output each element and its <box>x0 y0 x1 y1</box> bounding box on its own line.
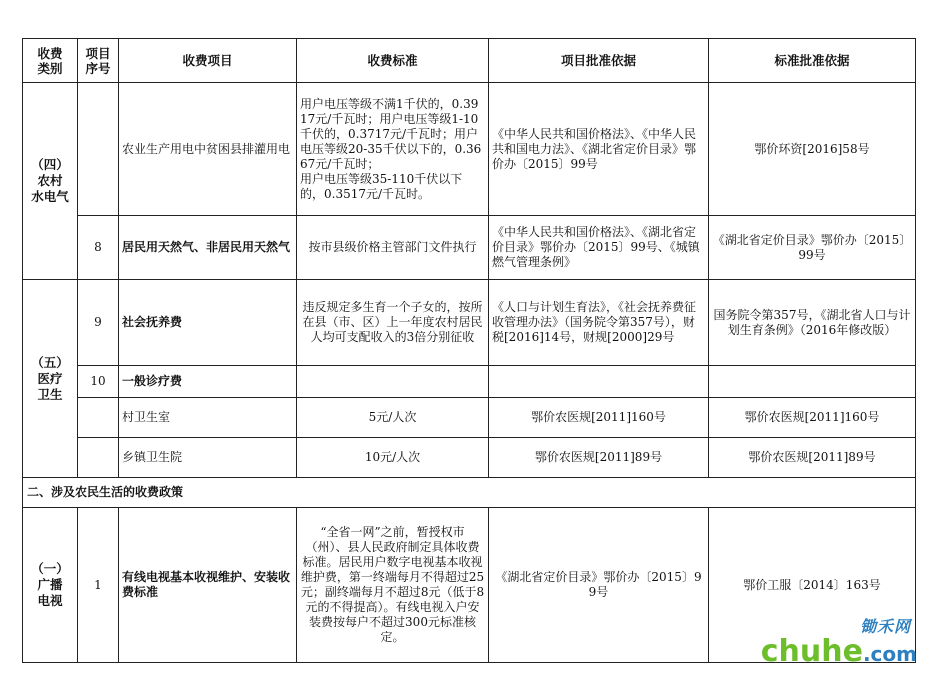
std-basis-cell: 《湖北省定价目录》鄂价办〔2015〕99号 <box>709 216 916 280</box>
table-header-row <box>23 39 916 83</box>
item-cell: 居民用天然气、非居民用天然气 <box>119 216 297 280</box>
item-cell: 乡镇卫生院 <box>119 438 297 478</box>
std-basis-cell: 鄂价环资[2016]58号 <box>709 83 916 216</box>
col-header-seq: 项目 序号 <box>78 39 119 83</box>
category-cell: （四） 农村 水电气 <box>23 83 78 280</box>
standard-cell: 违反规定多生育一个子女的，按所在县（市、区）上一年度农村居民人均可支配收入的3倍分别征收 <box>297 280 489 366</box>
item-cell: 农业生产用电中贫困县排灌用电 <box>119 83 297 216</box>
standard-cell: 10元/人次 <box>297 438 489 478</box>
col-header-category: 收费 类别 <box>23 39 78 83</box>
watermark-domain: chuhe <box>760 634 863 669</box>
chuhe-watermark-logo <box>761 614 917 669</box>
table-row <box>23 280 916 366</box>
std-basis-cell <box>709 366 916 398</box>
standard-cell: 用户电压等级不满1千伏的，0.3917元/千瓦时；用户电压等级1-10千伏的，0.3717元/千瓦时；用户电压等级20-35千伏以下的，0.3667元/千瓦时； 用户电压等级35-110千伏以下的，0.3517元/千瓦时。 <box>297 83 489 216</box>
watermark-tld: .com <box>862 642 917 666</box>
section-row <box>23 478 916 508</box>
col-header-std-basis: 标准批准依据 <box>709 39 916 83</box>
table-row <box>23 438 916 478</box>
item-cell: 有线电视基本收视维护、安装收费标准 <box>119 508 297 663</box>
watermark-cn-text: 锄禾网 <box>859 617 911 636</box>
item-basis-cell: 鄂价农医规[2011]160号 <box>489 398 709 438</box>
item-basis-cell <box>489 366 709 398</box>
table-row <box>23 398 916 438</box>
seq-cell <box>78 83 119 216</box>
item-cell: 村卫生室 <box>119 398 297 438</box>
standard-cell: 5元/人次 <box>297 398 489 438</box>
standard-cell <box>297 366 489 398</box>
watermark-en-text <box>760 634 917 669</box>
seq-cell: 10 <box>78 366 119 398</box>
table-row <box>23 366 916 398</box>
std-basis-cell: 国务院令第357号，《湖北省人口与计划生育条例》（2016年修改版） <box>709 280 916 366</box>
table-row <box>23 83 916 216</box>
standard-cell: “全省一网”之前，暂授权市（州）、县人民政府制定具体收费标准。居民用户数字电视基本收视维护费，第一终端每月不得超过25元；副终端每月不超过8元（低于8元的不得提高）。有线电视入户安装费按每户不超过300元标准核定。 <box>297 508 489 663</box>
std-basis-cell: 鄂价农医规[2011]89号 <box>709 438 916 478</box>
seq-cell: 1 <box>78 508 119 663</box>
item-basis-cell: 《中华人民共和国价格法》、《中华人民共和国电力法》、《湖北省定价目录》鄂价办〔2015〕99号 <box>489 83 709 216</box>
standard-cell: 按市县级价格主管部门文件执行 <box>297 216 489 280</box>
seq-cell <box>78 398 119 438</box>
item-basis-cell: 鄂价农医规[2011]89号 <box>489 438 709 478</box>
item-cell: 一般诊疗费 <box>119 366 297 398</box>
item-basis-cell: 《人口与计划生育法》，《社会抚养费征收管理办法》（国务院令第357号），财税[2016]14号，财规[2000]29号 <box>489 280 709 366</box>
col-header-item: 收费项目 <box>119 39 297 83</box>
table-row <box>23 216 916 280</box>
item-cell: 社会抚养费 <box>119 280 297 366</box>
seq-cell <box>78 438 119 478</box>
seq-cell: 9 <box>78 280 119 366</box>
section-title: 二、涉及农民生活的收费政策 <box>23 478 916 508</box>
std-basis-cell: 鄂价农医规[2011]160号 <box>709 398 916 438</box>
category-cell: （一） 广播 电视 <box>23 508 78 663</box>
item-basis-cell: 《湖北省定价目录》鄂价办〔2015〕99号 <box>489 508 709 663</box>
col-header-item-basis: 项目批准依据 <box>489 39 709 83</box>
category-cell: （五） 医疗 卫生 <box>23 280 78 478</box>
item-basis-cell: 《中华人民共和国价格法》、《湖北省定价目录》鄂价办〔2015〕99号、《城镇燃气管理条例》 <box>489 216 709 280</box>
seq-cell: 8 <box>78 216 119 280</box>
col-header-standard: 收费标准 <box>297 39 489 83</box>
fee-table <box>22 38 916 663</box>
std-basis-cell: 鄂价工服〔2014〕163号 <box>709 508 916 663</box>
